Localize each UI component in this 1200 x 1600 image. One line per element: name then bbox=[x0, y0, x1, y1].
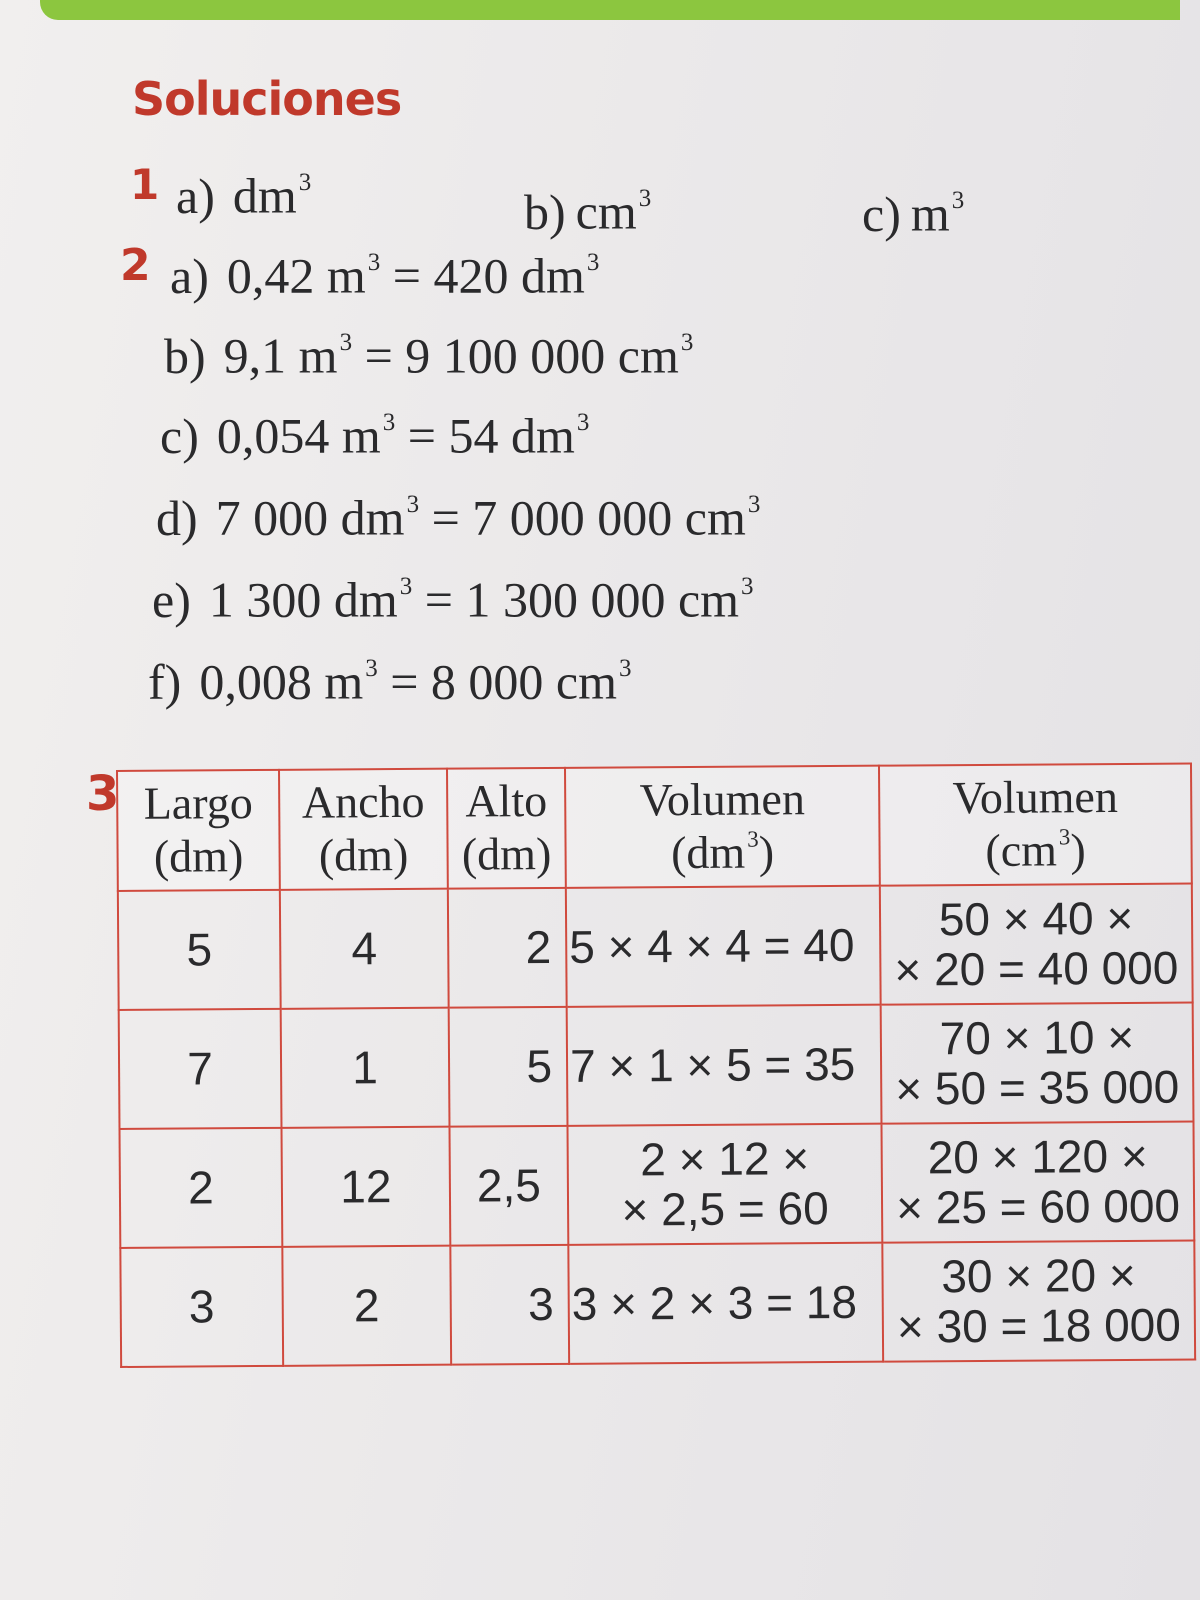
ex1-item-a-exp: 3 bbox=[298, 169, 312, 196]
ex2-item-b-lhs-exp: 3 bbox=[339, 329, 353, 356]
cell-largo: 7 bbox=[119, 1009, 282, 1129]
ex2-item-e-rhs-exp: 3 bbox=[741, 573, 754, 600]
volume-table-wrapper bbox=[116, 762, 1196, 1367]
ex2-item-c-label: c) bbox=[160, 407, 199, 464]
ex1-item-a-label: a) bbox=[176, 167, 215, 224]
volume-table bbox=[116, 762, 1196, 1367]
header-ancho: Ancho (dm) bbox=[279, 769, 448, 890]
ex2-item-b-lhs: 9,1 m bbox=[223, 327, 338, 384]
ex2-item-e-lhs: 1 300 dm bbox=[208, 571, 398, 628]
cell-alto: 2,5 bbox=[449, 1126, 568, 1246]
ex2-item-a-label: a) bbox=[170, 247, 209, 304]
ex2-item-b bbox=[164, 327, 694, 384]
ex2-item-d-rhs-exp: 3 bbox=[747, 491, 761, 518]
cell-volumen-cm: 20 × 120 × × 25 = 60 000 bbox=[881, 1121, 1194, 1242]
cell-volumen-dm: 5 × 4 × 4 = 40 bbox=[566, 886, 881, 1007]
table-row bbox=[118, 883, 1193, 1009]
ex1-item-c-label: c) bbox=[862, 185, 901, 242]
ex2-item-b-rhs: = 9 100 000 cm bbox=[364, 327, 679, 384]
ex2-item-f-rhs-exp: 3 bbox=[619, 655, 632, 682]
ex2-item-f-lhs: 0,008 m bbox=[199, 653, 364, 710]
ex1-item-b bbox=[524, 183, 652, 240]
cell-volumen-cm: 50 × 40 × × 20 = 40 000 bbox=[880, 883, 1193, 1004]
ex1-item-b-label: b) bbox=[524, 183, 566, 240]
ex2-item-e bbox=[152, 571, 754, 628]
ex2-item-a-lhs-exp: 3 bbox=[367, 249, 381, 276]
exercise-1-number: 1 bbox=[130, 160, 160, 209]
ex2-item-f-lhs-exp: 3 bbox=[365, 655, 378, 682]
cell-alto: 2 bbox=[448, 888, 567, 1008]
cell-largo: 3 bbox=[120, 1247, 283, 1367]
ex1-item-b-exp: 3 bbox=[638, 185, 652, 212]
ex2-item-f bbox=[148, 653, 632, 710]
table-row bbox=[120, 1240, 1195, 1366]
header-volumen-dm: Volumen $(dm^3)$ bbox=[565, 766, 880, 888]
ex1-item-c-exp: 3 bbox=[951, 187, 965, 214]
ex2-item-a-rhs: = 420 dm bbox=[392, 247, 585, 304]
ex2-item-a-lhs: 0,42 m bbox=[226, 247, 366, 304]
top-color-band bbox=[40, 0, 1180, 20]
ex2-item-e-lhs-exp: 3 bbox=[399, 573, 413, 600]
table-row bbox=[120, 1121, 1195, 1247]
ex1-item-b-unit: cm bbox=[575, 183, 637, 240]
cell-ancho: 4 bbox=[280, 889, 449, 1009]
ex2-item-d-lhs-exp: 3 bbox=[406, 491, 420, 518]
ex2-item-b-rhs-exp: 3 bbox=[680, 329, 694, 356]
ex2-item-c-rhs: = 54 dm bbox=[407, 407, 575, 464]
ex2-item-f-label: f) bbox=[148, 653, 182, 710]
cell-volumen-cm: 70 × 10 × × 50 = 35 000 bbox=[881, 1002, 1194, 1123]
ex2-item-c bbox=[160, 407, 590, 464]
table-row bbox=[119, 1002, 1194, 1128]
ex2-item-c-lhs: 0,054 m bbox=[216, 407, 381, 464]
ex2-item-e-rhs: = 1 300 000 cm bbox=[424, 571, 740, 628]
cell-volumen-dm: 3 × 2 × 3 = 18 bbox=[568, 1243, 883, 1364]
ex2-item-d-lhs: 7 000 dm bbox=[215, 489, 405, 546]
ex2-item-d bbox=[156, 489, 761, 546]
ex2-item-d-rhs: = 7 000 000 cm bbox=[431, 489, 746, 546]
ex2-item-b-label: b) bbox=[164, 327, 206, 384]
ex2-item-e-label: e) bbox=[152, 571, 191, 628]
exercise-2-number: 2 bbox=[120, 240, 151, 291]
cell-alto: 5 bbox=[449, 1007, 568, 1127]
header-largo: Largo (dm) bbox=[117, 770, 280, 891]
cell-ancho: 1 bbox=[281, 1008, 450, 1128]
cell-volumen-cm: 30 × 20 × × 30 = 18 000 bbox=[882, 1240, 1195, 1361]
page-title: Soluciones bbox=[132, 72, 402, 126]
ex2-item-f-rhs: = 8 000 cm bbox=[390, 653, 618, 710]
cell-volumen-dm: 2 × 12 × × 2,5 = 60 bbox=[567, 1124, 882, 1245]
ex2-item-c-lhs-exp: 3 bbox=[382, 409, 396, 436]
cell-largo: 5 bbox=[118, 890, 281, 1010]
ex1-item-a-unit: dm bbox=[232, 167, 297, 224]
ex2-item-c-rhs-exp: 3 bbox=[576, 409, 590, 436]
header-volumen-cm: Volumen $(cm^3)$ bbox=[879, 763, 1192, 885]
cell-volumen-dm: 7 × 1 × 5 = 35 bbox=[567, 1005, 882, 1126]
cell-alto: 3 bbox=[450, 1245, 569, 1365]
ex2-item-d-label: d) bbox=[156, 489, 198, 546]
ex1-item-a bbox=[176, 167, 312, 224]
cell-largo: 2 bbox=[120, 1128, 283, 1248]
exercise-3-number: 3 bbox=[86, 766, 120, 822]
cell-ancho: 12 bbox=[282, 1127, 451, 1247]
header-alto: Alto (dm) bbox=[447, 768, 566, 889]
ex1-item-c-unit: m bbox=[910, 185, 950, 242]
ex1-item-c bbox=[862, 185, 965, 242]
cell-ancho: 2 bbox=[282, 1246, 451, 1366]
table-header-row bbox=[117, 763, 1192, 890]
ex2-item-a bbox=[170, 247, 600, 304]
ex2-item-a-rhs-exp: 3 bbox=[586, 249, 600, 276]
